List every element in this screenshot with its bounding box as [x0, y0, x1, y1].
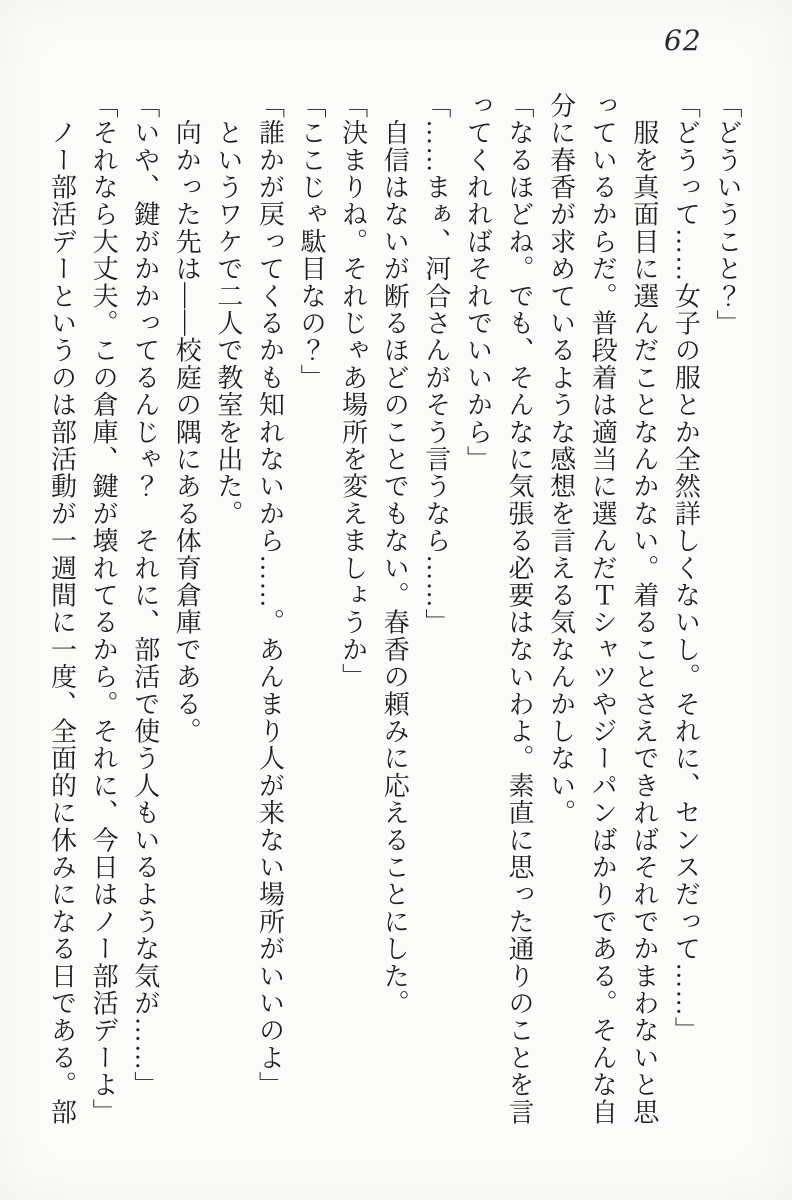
text-line: 服を真面目に選んだことなんかない。着ることさえできればそれでかまわないと思 [629, 92, 659, 1126]
text-line: 「決まりね。それじゃあ場所を変えましょうか」 [338, 92, 368, 691]
text-line: 自信はないが断るほどのことでもない。春香の頼みに応えることにした。 [380, 92, 410, 1017]
text-line: 「どうって……女子の服とか全然詳しくないし。それに、センスだって……」 [671, 92, 701, 1044]
text-line: 「ここじゃ駄目なの？」 [297, 92, 327, 392]
text-line: というワケで二人で教室を出た。 [213, 92, 243, 528]
text-line: 向かった先は――校庭の隅にある体育倉庫である。 [172, 92, 202, 745]
text-line: 分に春香が求めているような感想を言える気なんかしない。 [546, 92, 576, 827]
text-line: 「どういうこと？」 [713, 92, 742, 337]
page-number: 62 [664, 24, 702, 57]
text-line: 「いや、鍵がかかってるんじゃ？ それに、部活で使う人もいるような気が……」 [130, 92, 160, 1099]
text-line: ってくれればそれでいいから」 [463, 92, 493, 473]
text-line: ノー部活デーというのは部活動が一週間に一度、全面的に休みになる日である。部 [47, 92, 77, 1126]
text-line: っているからだ。普段着は適当に選んだＴシャツやジーパンばかりである。そんな自 [588, 92, 618, 1126]
text-line: 「なるほどね。でも、そんなに気張る必要はないわよ。素直に思った通りのことを言 [505, 92, 535, 1126]
text-line: 「それなら大丈夫。この倉庫、鍵が壊れてるから。それに、今日はノー部活デーよ」 [89, 92, 119, 1126]
vertical-text-block [41, 92, 748, 1134]
text-line: 「誰かが戻ってくるかも知れないから……。あんまり人が来ない場所がいいのよ」 [255, 92, 285, 1099]
text-line: 「……まぁ、河合さんがそう言うなら……」 [421, 92, 451, 636]
